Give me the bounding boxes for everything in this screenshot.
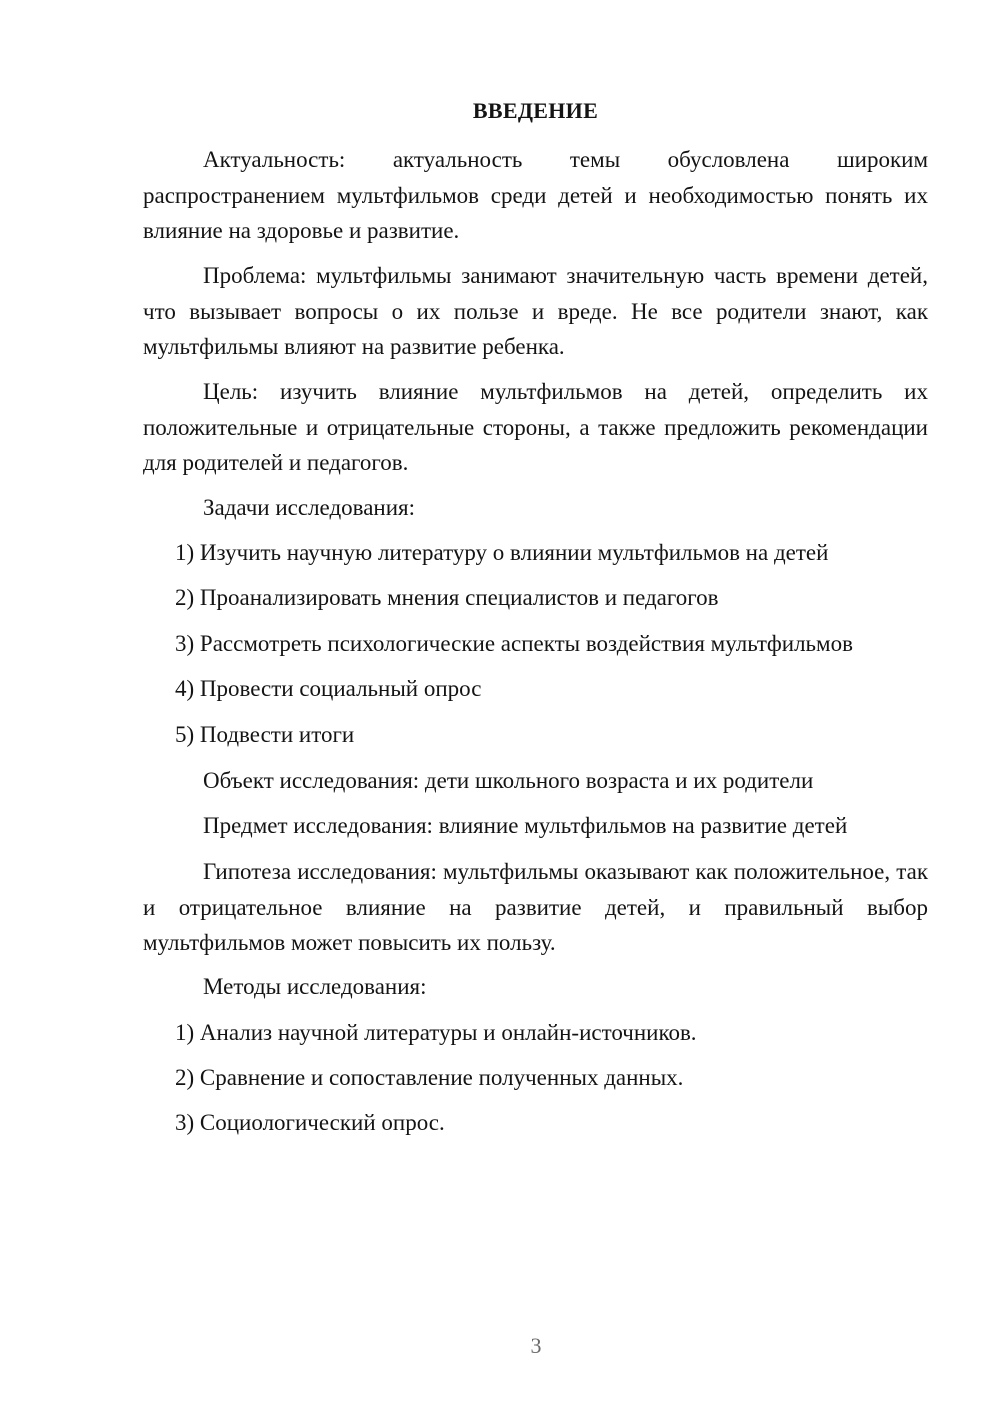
section-heading: ВВЕДЕНИЕ [472, 98, 599, 123]
tasks-title: Задачи исследования: [203, 495, 416, 520]
task-item: 2) Проанализировать мнения специалистов и педагогов [175, 585, 719, 610]
method-item: 1) Анализ научной литературы и онлайн-источников. [175, 1020, 697, 1045]
research-subject: Предмет исследования: влияние мультфильмов на развитие детей [203, 813, 848, 838]
relevance-paragraph: Актуальность: актуальность темы обусловлена широким распространением мультфильмов среди детей и необходимостью понять их влияние на здоровье и развитие. [143, 147, 928, 243]
research-object: Объект исследования: дети школьного возраста и их родители [203, 768, 814, 793]
task-item: 5) Подвести итоги [175, 722, 355, 747]
method-item: 3) Социологический опрос. [175, 1110, 445, 1135]
page-number: 3 [530, 1333, 542, 1358]
problem-paragraph: Проблема: мультфильмы занимают значительную часть времени детей, что вызывает вопросы о их пользе и вреде. Не все родители знают, как мультфильмы влияют на развитие ребенка. [143, 263, 928, 359]
hypothesis-paragraph: Гипотеза исследования: мультфильмы оказывают как положительное, так и отрицательное влияние на развитие детей, и правильный выбор мультфильмов может повысить их пользу. [143, 859, 928, 955]
method-item: 2) Сравнение и сопоставление полученных данных. [175, 1065, 684, 1090]
task-item: 3) Рассмотреть психологические аспекты воздействия мультфильмов [175, 631, 853, 656]
methods-title: Методы исследования: [203, 974, 427, 999]
task-item: 4) Провести социальный опрос [175, 676, 482, 701]
task-item: 1) Изучить научную литературу о влиянии мультфильмов на детей [175, 540, 829, 565]
goal-paragraph: Цель: изучить влияние мультфильмов на детей, определить их положительные и отрицательные стороны, а также предложить рекомендации для родителей и педагогов. [143, 379, 928, 475]
